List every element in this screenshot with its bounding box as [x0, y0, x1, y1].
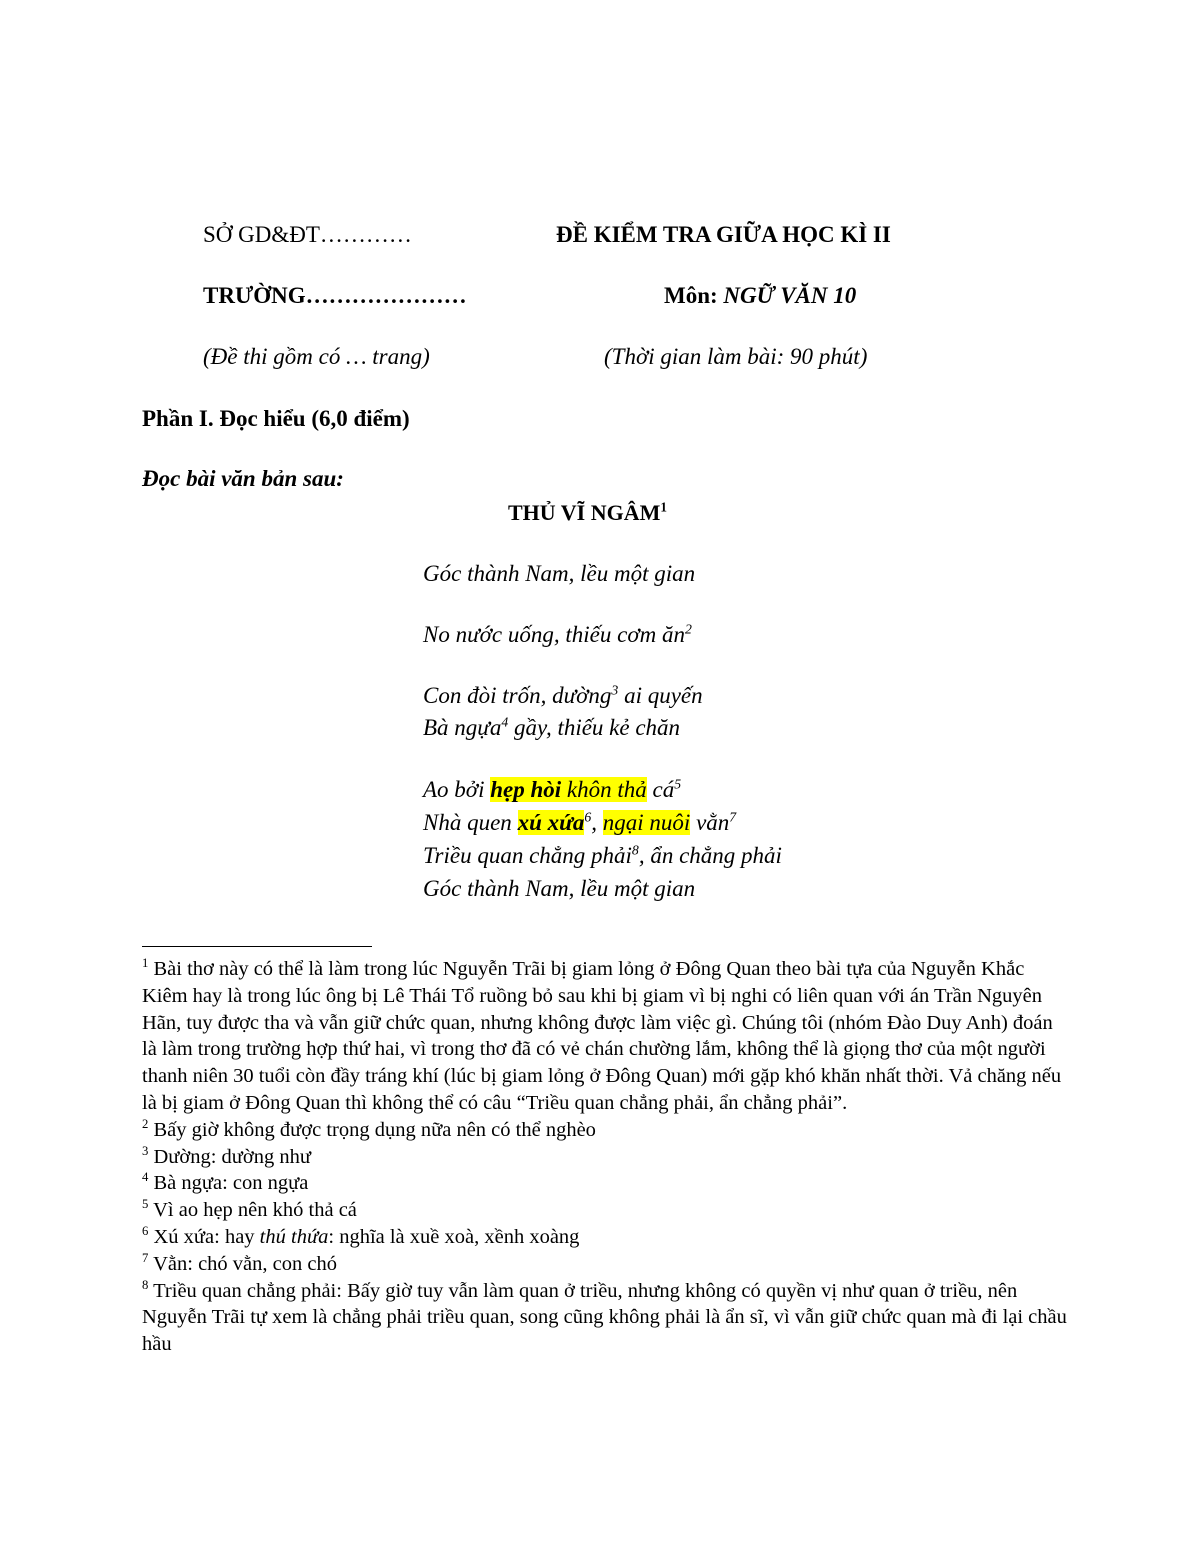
footnote-text: Vì ao hẹp nên khó thả cá	[148, 1199, 357, 1222]
highlighted-bold-text: xú xứa	[517, 810, 585, 835]
footnotes	[142, 956, 1072, 1358]
footnote-ref: 3	[611, 682, 619, 698]
footnote-ref: 7	[729, 809, 737, 825]
footnote-number: 8	[142, 1277, 149, 1292]
highlighted-text: ngại nuôi	[602, 810, 691, 835]
footnote-3	[142, 1144, 1072, 1171]
footnote-text: Bài thơ này có thể là làm trong lúc Nguyễn Trãi bị giam lỏng ở Đông Quan theo bài tựa của Nguyễn Khắc Kiêm hay là trong lúc ông bị Lê Thái Tổ ruồng bỏ sau khi bị giam vì bị nghi có liên quan với án Trần Nguyên Hãn, tuy được tha và vẫn giữ chức quan, nhưng không được làm việc gì. Chúng tôi (nhóm Đào Duy Anh) đoán là làm trong trường hợp thứ hai, vì trong thơ đã có vẻ chán chường lắm, không thể là giọng thơ của một người thanh niên 30 tuổi còn đầy tráng khí (lúc bị giam lỏng ở Đông Quan) mới gặp khó khăn nhất thời. Vả chăng nếu là bị giam ở Đông Quan thì không thể có câu “Triều quan chẳng phải, ẩn chẳng phải”.	[142, 958, 1062, 1114]
footnote-number: 2	[142, 1116, 149, 1131]
footnote-text: Dường: dường như	[148, 1145, 311, 1168]
footnote-number: 1	[142, 956, 149, 971]
footnote-ref: 6	[584, 809, 592, 825]
poem-text: cá	[646, 777, 675, 802]
footnote-8	[142, 1278, 1072, 1358]
exam-title: ĐỀ KIỂM TRA GIỮA HỌC KÌ II	[556, 222, 891, 247]
poem-line-2	[423, 622, 692, 648]
poem-line-7	[423, 843, 782, 869]
highlighted-text	[490, 777, 647, 802]
footnote-6	[142, 1224, 1072, 1251]
school-label: TRƯỜNG…………………	[203, 283, 467, 308]
time-limit-note: (Thời gian làm bài: 90 phút)	[604, 344, 868, 369]
footnote-2	[142, 1117, 1072, 1144]
poem-line-3	[423, 683, 703, 709]
footnote-separator	[142, 946, 372, 947]
footnote-number: 3	[142, 1143, 149, 1158]
poem-text: Bà ngựa	[423, 715, 502, 740]
poem-text: , ẩn chẳng phải	[638, 843, 782, 868]
footnote-text: Xú xứa: hay	[148, 1225, 260, 1248]
footnote-ref: 8	[631, 842, 639, 858]
poem-text: vằn	[690, 810, 730, 835]
poem-title-text: THỦ VĨ NGÂM	[508, 500, 661, 525]
department-label: SỞ GD&ĐT…………	[203, 222, 412, 247]
footnote-4	[142, 1170, 1072, 1197]
poem-text: ai quyến	[618, 683, 703, 708]
footnote-text: Bà ngựa: con ngựa	[148, 1172, 309, 1195]
footnote-text: : nghĩa là xuề xoà, xềnh xoàng	[328, 1225, 580, 1248]
poem-text: Ao bởi	[423, 777, 491, 802]
footnote-text: Bấy giờ không được trọng dụng nữa nên có thể nghèo	[148, 1118, 596, 1141]
highlighted-bold-text: hẹp hòi	[490, 777, 562, 802]
poem-line-6	[423, 810, 736, 836]
highlighted-plain-text: khôn thả	[561, 777, 647, 802]
section-title: Phần I. Đọc hiểu (6,0 điểm)	[142, 406, 410, 431]
subject-label: Môn:	[664, 283, 724, 308]
reading-instruction: Đọc bài văn bản sau:	[142, 466, 344, 491]
footnote-ref: 4	[501, 714, 509, 730]
subject-line	[664, 283, 856, 309]
footnote-1	[142, 956, 1072, 1117]
footnote-text: Vằn: chó vằn, con chó	[148, 1252, 337, 1275]
poem-text: Con đòi trốn, dường	[423, 683, 612, 708]
poem-text: Triều quan chẳng phải	[423, 843, 632, 868]
footnote-text: Triều quan chẳng phải: Bấy giờ tuy vẫn làm quan ở triều, nhưng không có quyền vị như quan ở triều, nên Nguyễn Trãi tự xem là chẳng phải triều quan, song cũng không phải là ẩn sĩ, vì vẫn giữ chức quan mà đi lại chầu hầu	[142, 1279, 1067, 1356]
footnote-ref: 5	[674, 776, 682, 792]
footnote-italic-text: thú thứa	[259, 1225, 329, 1248]
footnote-ref: 2	[684, 621, 692, 637]
poem-line-8: Góc thành Nam, lều một gian	[423, 876, 696, 901]
footnote-number: 5	[142, 1197, 149, 1212]
poem-text: No nước uống, thiếu cơm ăn	[423, 622, 685, 647]
poem-title	[508, 500, 667, 526]
poem-text: Nhà quen	[423, 810, 518, 835]
footnote-number: 7	[142, 1250, 149, 1265]
poem-line-5	[423, 777, 681, 803]
page-count-note: (Đề thi gồm có … trang)	[203, 344, 430, 369]
poem-text: ,	[591, 810, 603, 835]
poem-line-1: Góc thành Nam, lều một gian	[423, 561, 696, 586]
footnote-number: 6	[142, 1224, 149, 1239]
footnote-5	[142, 1197, 1072, 1224]
footnote-7	[142, 1251, 1072, 1278]
footnote-ref: 1	[660, 499, 667, 515]
footnote-number: 4	[142, 1170, 149, 1185]
subject-name: NGỮ VĂN 10	[723, 283, 857, 308]
poem-text: gầy, thiếu kẻ chăn	[508, 715, 681, 740]
poem-line-4	[423, 715, 680, 741]
